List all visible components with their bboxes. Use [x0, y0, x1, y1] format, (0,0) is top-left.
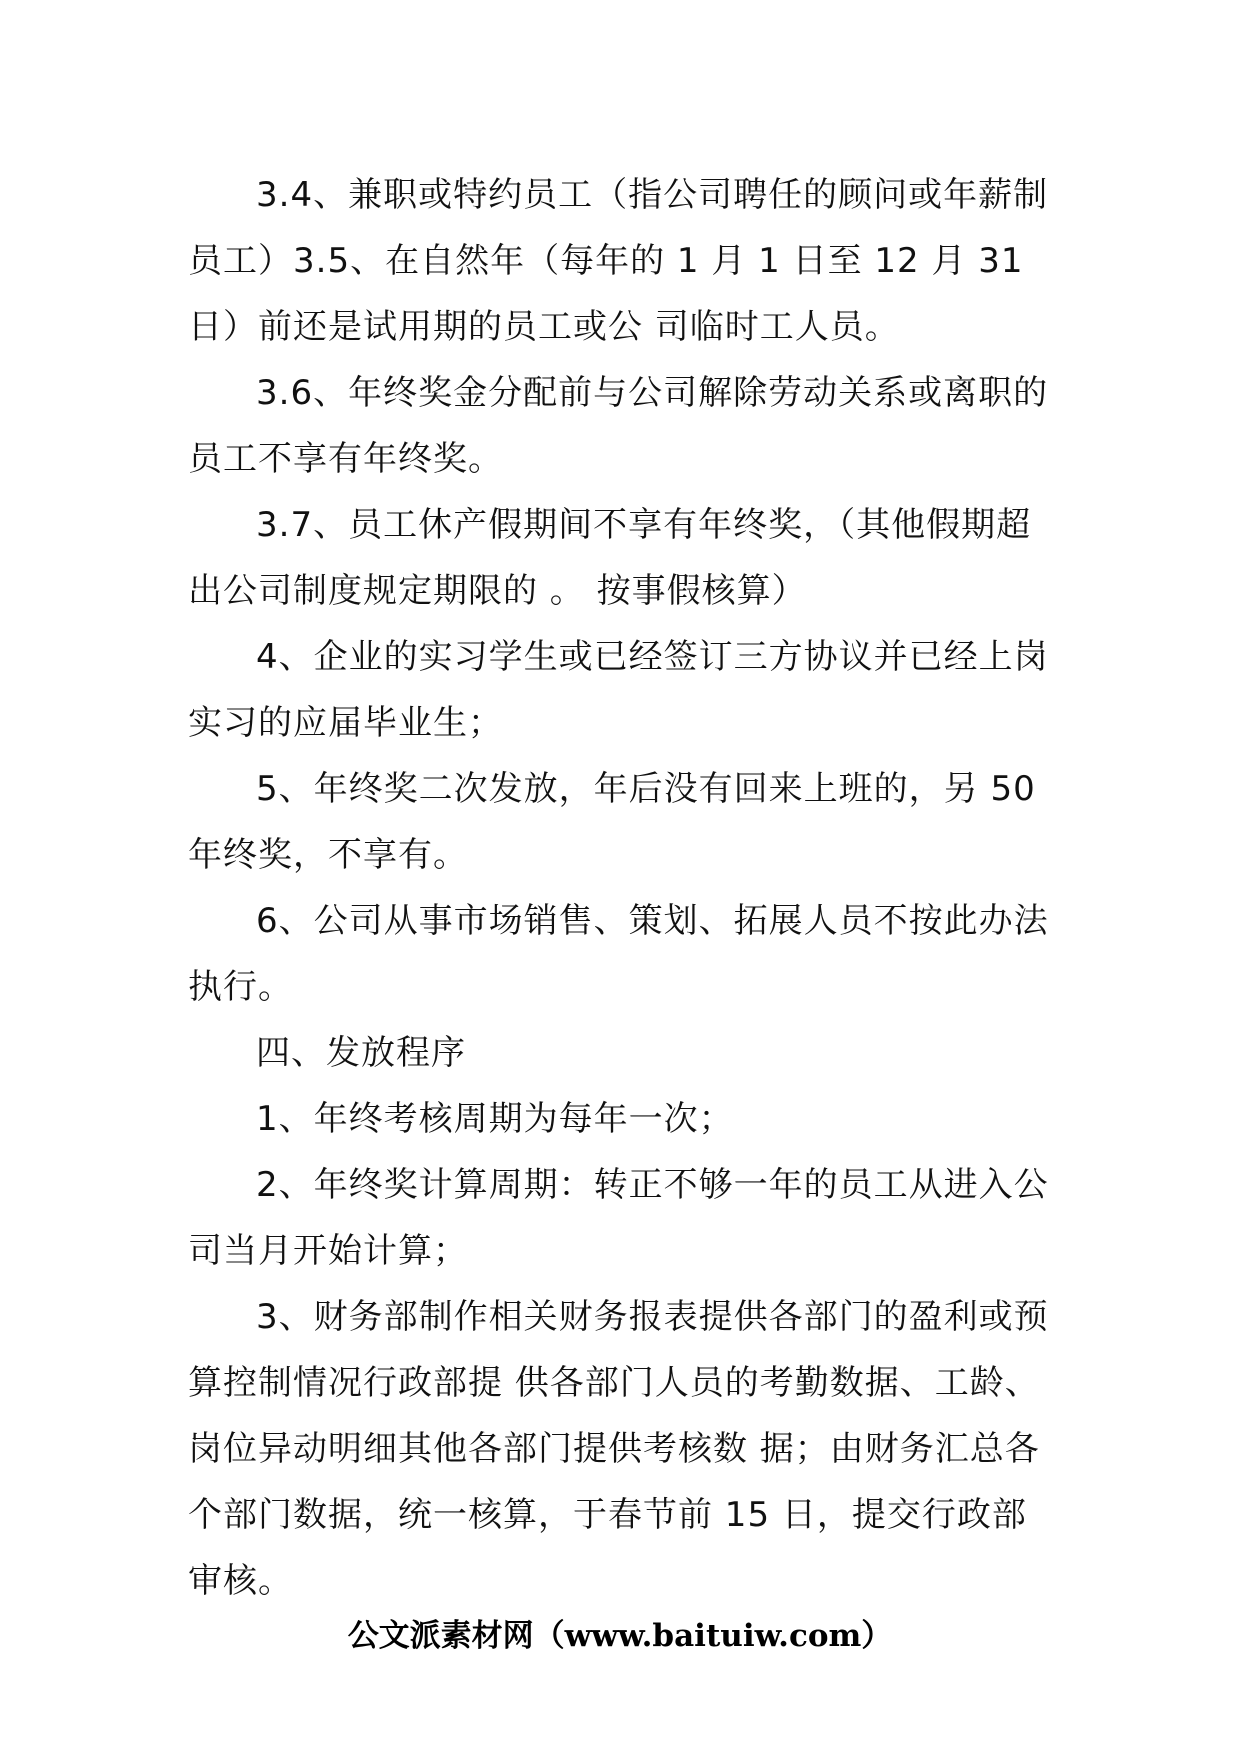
- procedure-item-2: 2、年终奖计算周期：转正不够一年的员工从进入公司当月开始计算；: [188, 1165, 1049, 1271]
- paragraph-4: 4、企业的实习学生或已经签订三方协议并已经上岗实习的应届毕业生；: [188, 637, 1049, 743]
- procedure-item-1: 1、年终考核周期为每年一次；: [256, 1099, 734, 1139]
- procedure-item-3: 3、财务部制作相关财务报表提供各部门的盈利或预算控制情况行政部提 供各部门人员的考勤数据、工龄、岗位异动明细其他各部门提供考核数 据；由财务汇总各个部门数据，统一核算，于春节前 15 日，提交行政部 审核。: [188, 1297, 1049, 1601]
- section-heading-distribution-procedure: 四、发放程序: [256, 1033, 466, 1073]
- paragraph-6: 6、公司从事市场销售、策划、拓展人员不按此办法执行。: [188, 901, 1049, 1007]
- paragraph-5: 5、年终奖二次发放，年后没有回来上班的，另 50 年终奖，不享有。: [188, 769, 1036, 875]
- footer-source-watermark: 公文派素材网（www.baituiw.com）: [347, 1618, 893, 1654]
- paragraph-3-4-3-5: 3.4、兼职或特约员工（指公司聘任的顾问或年薪制员工）3.5、在自然年（每年的 1 月 1 日至 12 月 31 日）前还是试用期的员工或公 司临时工人员。: [188, 175, 1049, 347]
- document-body: [188, 162, 1058, 1614]
- paragraph-3-6: 3.6、年终奖金分配前与公司解除劳动关系或离职的员工不享有年终奖。: [188, 373, 1049, 479]
- paragraph-3-7: 3.7、员工休产假期间不享有年终奖，（其他假期超出公司制度规定期限的 。 按事假核算）: [188, 505, 1032, 611]
